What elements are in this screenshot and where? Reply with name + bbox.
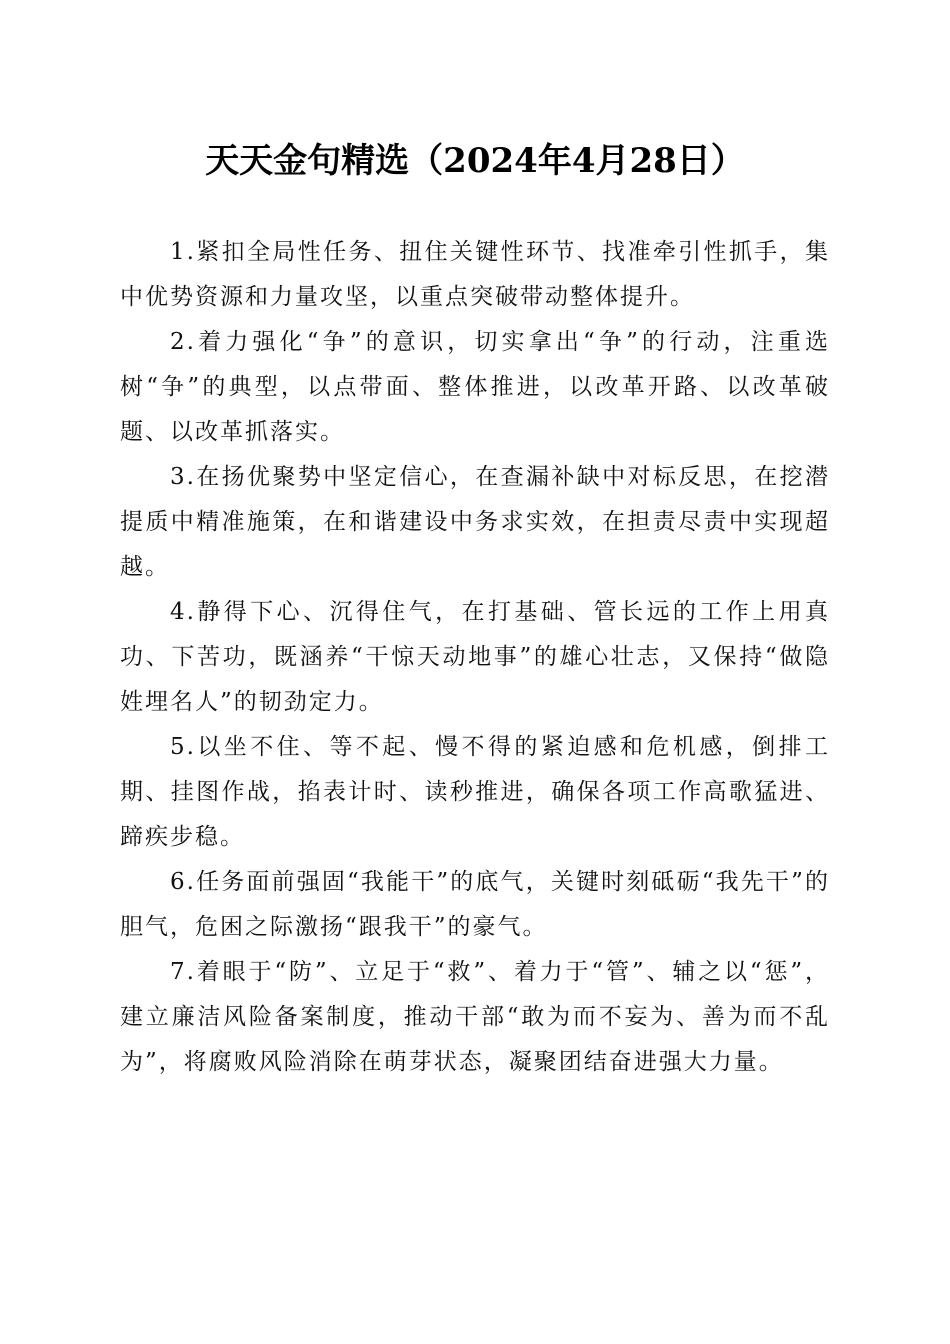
paragraph-3: 3.在扬优聚势中坚定信心，在查漏补缺中对标反思，在挖潜提质中精准施策，在和谐建设中务求实效，在担责尽责中实现超越。 — [120, 464, 830, 580]
document-title: 天天金句精选（2024年4月28日） — [205, 141, 745, 181]
paragraph-4: 4.静得下心、沉得住气，在打基础、管长远的工作上用真功、下苦功，既涵养“干惊天动地事”的雄心壮志，又保持“做隐姓埋名人”的韧劲定力。 — [120, 599, 830, 715]
paragraph-5: 5.以坐不住、等不起、慢不得的紧迫感和危机感，倒排工期、挂图作战，掐表计时、读秒推进，确保各项工作高歌猛进、蹄疾步稳。 — [120, 734, 830, 850]
document-body — [120, 230, 830, 1085]
paragraph-1: 1.紧扣全局性任务、扭住关键性环节、找准牵引性抓手，集中优势资源和力量攻坚，以重点突破带动整体提升。 — [120, 239, 830, 310]
paragraph-7: 7.着眼于“防”、立足于“救”、着力于“管”、辅之以“惩”，建立廉洁风险备案制度，推动干部“敢为而不妄为、善为而不乱为”，将腐败风险消除在萌芽状态，凝聚团结奋进强大力量。 — [120, 959, 830, 1075]
paragraph-6: 6.任务面前强固“我能干”的底气，关键时刻砥砺“我先干”的胆气，危困之际激扬“跟我干”的豪气。 — [120, 869, 830, 940]
paragraph-2: 2.着力强化“争”的意识，切实拿出“争”的行动，注重选树“争”的典型，以点带面、整体推进，以改革开路、以改革破题、以改革抓落实。 — [120, 329, 830, 445]
